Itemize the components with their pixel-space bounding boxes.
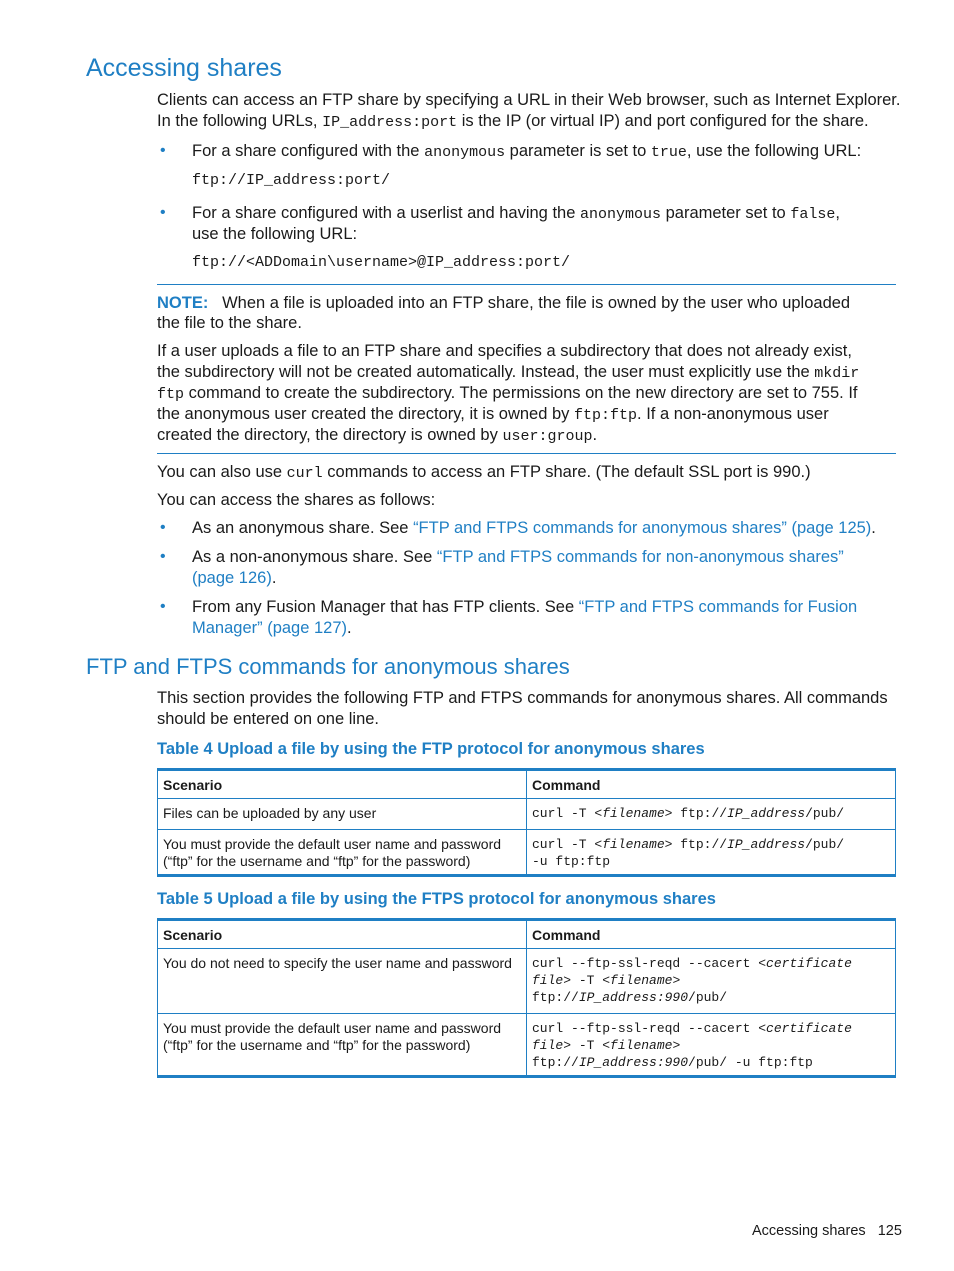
bullet-icon: • bbox=[160, 598, 166, 615]
note-p2-line-3: ftp command to create the subdirectory. The permissions on the new directory are set to 755. If bbox=[157, 384, 858, 403]
page-title: Accessing shares bbox=[86, 54, 282, 82]
bullet-userlist-cont: use the following URL: bbox=[192, 225, 358, 243]
header-command: Command bbox=[527, 920, 896, 949]
bullet-icon: • bbox=[160, 548, 166, 565]
access-item-fusion: From any Fusion Manager that has FTP clients. See “FTP and FTPS commands for Fusion bbox=[192, 598, 858, 616]
scenario-cell: Files can be uploaded by any user bbox=[158, 799, 527, 830]
command-cell: curl --ftp-ssl-reqd --cacert <certificate file> -T <filename> ftp://IP_address:990/pub/ bbox=[527, 949, 896, 1014]
section-title-ftp-ftps: FTP and FTPS commands for anonymous shares bbox=[86, 654, 570, 679]
note-p2-line-5: created the directory, the directory is owned by user:group. bbox=[157, 426, 598, 445]
note-line-1: NOTE: When a file is uploaded into an FTP share, the file is owned by the user who uploaded bbox=[157, 294, 851, 312]
table-header-row bbox=[158, 920, 896, 949]
section2-intro-2: should be entered on one line. bbox=[157, 710, 380, 728]
access-item-non-anonymous: As a non-anonymous share. See “FTP and FTPS commands for non-anonymous shares” bbox=[192, 548, 844, 566]
note-bottom-rule bbox=[157, 453, 896, 454]
footer bbox=[752, 1223, 902, 1239]
access-item-anonymous: As an anonymous share. See “FTP and FTPS commands for anonymous shares” (page 125). bbox=[192, 519, 876, 537]
access-item-fusion-cont: Manager” (page 127). bbox=[192, 619, 352, 637]
bullet-userlist: For a share configured with a userlist and having the anonymous parameter set to false, bbox=[192, 204, 840, 223]
table4-caption: Table 4 Upload a file by using the FTP protocol for anonymous shares bbox=[157, 740, 705, 758]
table-row bbox=[158, 949, 896, 1014]
note-top-rule bbox=[157, 284, 896, 285]
note-p2-line-2: the subdirectory will not be created automatically. Instead, the user must explicitly use the mkdir bbox=[157, 363, 860, 382]
curl-line: You can also use curl commands to access an FTP share. (The default SSL port is 990.) bbox=[157, 463, 811, 482]
header-scenario: Scenario bbox=[158, 770, 527, 799]
link-fusion-manager-page[interactable]: Manager” (page 127) bbox=[192, 619, 348, 637]
command-cell: curl --ftp-ssl-reqd --cacert <certificate file> -T <filename> ftp://IP_address:990/pub/ -u ftp:ftp bbox=[527, 1014, 896, 1077]
link-non-anonymous-shares[interactable]: “FTP and FTPS commands for non-anonymous shares” bbox=[436, 548, 844, 566]
bullet-anonymous-true: For a share configured with the anonymous parameter is set to true, use the following URL: bbox=[192, 142, 862, 161]
scenario-cell: You do not need to specify the user name and password bbox=[158, 949, 527, 1014]
table-row bbox=[158, 799, 896, 830]
section2-intro-1: This section provides the following FTP and FTPS commands for anonymous shares. All commands bbox=[157, 689, 888, 707]
note-line-2: the file to the share. bbox=[157, 314, 302, 332]
bullet-icon: • bbox=[160, 519, 166, 536]
scenario-cell: You must provide the default user name and password (“ftp” for the username and “ftp” for the password) bbox=[158, 1014, 527, 1077]
table-row bbox=[158, 1014, 896, 1077]
intro-line-2: In the following URLs, IP_address:port is the IP (or virtual IP) and port configured for the share. bbox=[157, 112, 869, 131]
page-number: 125 bbox=[877, 1223, 902, 1239]
table4 bbox=[157, 768, 896, 877]
note-p2-line-4: the anonymous user created the directory, it is owned by ftp:ftp. If a non-anonymous user bbox=[157, 405, 829, 424]
link-non-anonymous-page[interactable]: (page 126) bbox=[192, 569, 272, 587]
bullet-icon: • bbox=[160, 142, 166, 159]
table-header-row bbox=[158, 770, 896, 799]
command-cell: curl -T <filename> ftp://IP_address/pub/ bbox=[527, 799, 896, 830]
scenario-cell: You must provide the default user name and password (“ftp” for the username and “ftp” for the password) bbox=[158, 830, 527, 876]
bullet-icon: • bbox=[160, 204, 166, 221]
table5-caption: Table 5 Upload a file by using the FTPS protocol for anonymous shares bbox=[157, 890, 716, 908]
link-fusion-manager[interactable]: “FTP and FTPS commands for Fusion bbox=[578, 598, 858, 616]
link-anonymous-shares[interactable]: “FTP and FTPS commands for anonymous shares” (page 125) bbox=[413, 519, 872, 537]
header-command: Command bbox=[527, 770, 896, 799]
intro-line-1: Clients can access an FTP share by specifying a URL in their Web browser, such as Internet Explorer. bbox=[157, 91, 901, 109]
url-userlist: ftp://<ADDomain\username>@IP_address:port/ bbox=[192, 254, 571, 271]
access-intro: You can access the shares as follows: bbox=[157, 491, 436, 509]
command-cell: curl -T <filename> ftp://IP_address/pub/ -u ftp:ftp bbox=[527, 830, 896, 876]
header-scenario: Scenario bbox=[158, 920, 527, 949]
footer-title: Accessing shares bbox=[752, 1223, 866, 1239]
url-anonymous: ftp://IP_address:port/ bbox=[192, 172, 391, 189]
note-p2-line-1: If a user uploads a file to an FTP share and specifies a subdirectory that does not already exist, bbox=[157, 342, 852, 360]
table-row bbox=[158, 830, 896, 876]
access-item-non-anonymous-cont: (page 126). bbox=[192, 569, 277, 587]
table5 bbox=[157, 918, 896, 1078]
